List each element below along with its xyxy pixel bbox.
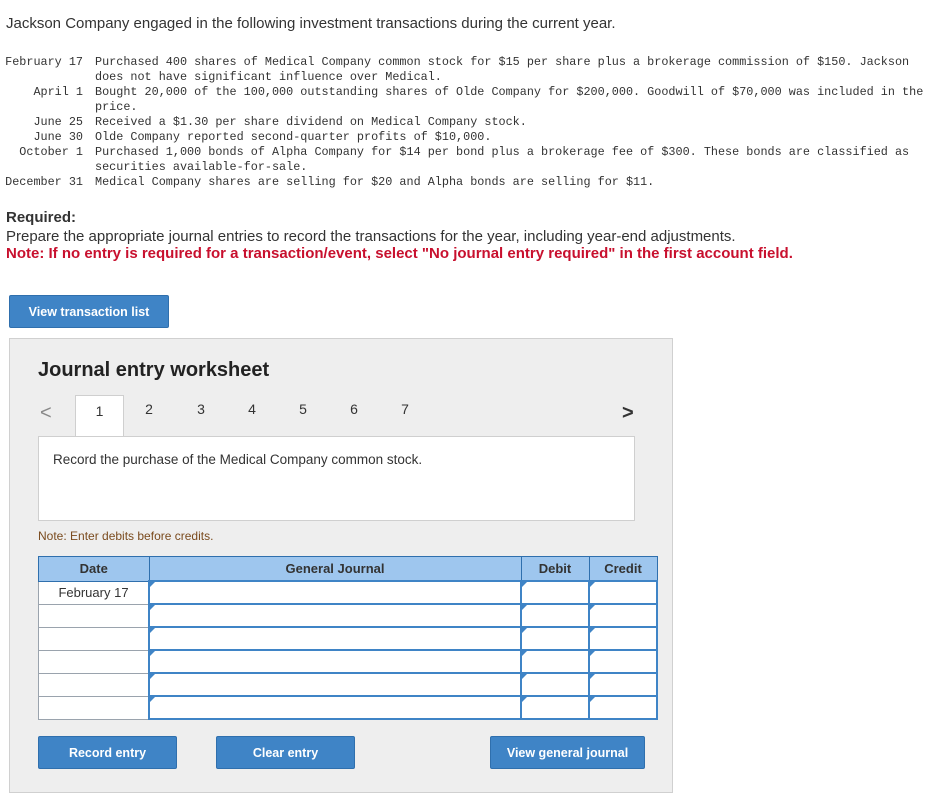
- worksheet-tabs: [38, 395, 638, 437]
- account-field[interactable]: [149, 696, 521, 719]
- credit-field[interactable]: [589, 673, 657, 696]
- credit-column-header: Credit: [589, 557, 657, 582]
- worksheet-title: Journal entry worksheet: [38, 359, 270, 381]
- required-text: Prepare the appropriate journal entries to record the transactions for the year, including year-end adjustments.: [6, 228, 736, 245]
- credit-field[interactable]: [589, 581, 657, 604]
- table-row: [39, 696, 658, 719]
- transaction-text: Received a $1.30 per share dividend on Medical Company stock.: [95, 115, 527, 129]
- transaction-text: Bought 20,000 of the 100,000 outstanding shares of Olde Company for $200,000. Goodwill of $70,000 was included in the price.: [95, 85, 924, 114]
- date-column-header: Date: [39, 557, 150, 582]
- table-row: [39, 581, 658, 604]
- transaction-row: [6, 130, 933, 145]
- date-cell: [39, 627, 150, 650]
- intro-text: Jackson Company engaged in the following investment transactions during the current year.: [6, 15, 616, 32]
- dropdown-indicator-icon: [522, 674, 527, 679]
- date-cell: February 17: [39, 581, 150, 604]
- tab-7[interactable]: 7: [401, 401, 409, 417]
- debit-field[interactable]: [521, 673, 589, 696]
- journal-entry-worksheet: [9, 338, 673, 793]
- tab-1[interactable]: 1: [75, 395, 124, 437]
- journal-table: [38, 556, 658, 720]
- account-field[interactable]: [149, 627, 521, 650]
- table-row: [39, 673, 658, 696]
- dropdown-indicator-icon: [590, 651, 595, 656]
- transaction-date: April 1: [33, 85, 83, 99]
- transaction-text: Purchased 400 shares of Medical Company common stock for $15 per share plus a brokerage commission of $150. Jackson does not have significant influence over Medical.: [95, 55, 910, 84]
- account-field[interactable]: [149, 581, 521, 604]
- debit-column-header: Debit: [521, 557, 589, 582]
- transaction-text: Purchased 1,000 bonds of Alpha Company for $14 per bond plus a brokerage fee of $300. These bonds are classified as securities available-for-sale.: [95, 145, 910, 174]
- debit-field[interactable]: [521, 581, 589, 604]
- transaction-date: December 31: [5, 175, 83, 189]
- debit-field[interactable]: [521, 696, 589, 719]
- dropdown-indicator-icon: [150, 628, 155, 633]
- dropdown-indicator-icon: [522, 582, 527, 587]
- transaction-date: June 30: [33, 130, 83, 144]
- required-note: Note: If no entry is required for a transaction/event, select "No journal entry required" in the first account field.: [6, 245, 793, 262]
- instruction-panel: [38, 436, 635, 521]
- tab-4[interactable]: 4: [248, 401, 256, 417]
- debit-field[interactable]: [521, 604, 589, 627]
- date-cell: [39, 696, 150, 719]
- transaction-date: February 17: [5, 55, 83, 69]
- transaction-row: [6, 175, 933, 190]
- dropdown-indicator-icon: [522, 628, 527, 633]
- credit-field[interactable]: [589, 650, 657, 673]
- credit-field[interactable]: [589, 627, 657, 650]
- dropdown-indicator-icon: [590, 605, 595, 610]
- credit-field[interactable]: [589, 604, 657, 627]
- transaction-text: Olde Company reported second-quarter profits of $10,000.: [95, 130, 492, 144]
- dropdown-indicator-icon: [150, 697, 155, 702]
- transaction-date: June 25: [33, 115, 83, 129]
- tab-2[interactable]: 2: [145, 401, 153, 417]
- view-transaction-list-button[interactable]: View transaction list: [9, 295, 169, 328]
- dropdown-indicator-icon: [150, 582, 155, 587]
- credit-field[interactable]: [589, 696, 657, 719]
- transaction-row: [6, 85, 933, 115]
- record-entry-button[interactable]: Record entry: [38, 736, 177, 769]
- dropdown-indicator-icon: [522, 651, 527, 656]
- dropdown-indicator-icon: [522, 697, 527, 702]
- transaction-date: October 1: [19, 145, 83, 159]
- required-title: Required:: [6, 209, 77, 226]
- table-row: [39, 650, 658, 673]
- transaction-row: [6, 55, 933, 85]
- tab-3[interactable]: 3: [197, 401, 205, 417]
- debits-note: Note: Enter debits before credits.: [38, 529, 214, 543]
- date-cell: [39, 650, 150, 673]
- account-field[interactable]: [149, 650, 521, 673]
- dropdown-indicator-icon: [590, 628, 595, 633]
- account-field[interactable]: [149, 604, 521, 627]
- chevron-right-icon[interactable]: >: [622, 402, 634, 424]
- date-cell: [39, 673, 150, 696]
- tab-6[interactable]: 6: [350, 401, 358, 417]
- table-row: [39, 627, 658, 650]
- chevron-left-icon[interactable]: <: [40, 402, 52, 424]
- date-cell: [39, 604, 150, 627]
- tab-5[interactable]: 5: [299, 401, 307, 417]
- transaction-row: [6, 145, 933, 175]
- dropdown-indicator-icon: [590, 697, 595, 702]
- dropdown-indicator-icon: [590, 674, 595, 679]
- clear-entry-button[interactable]: Clear entry: [216, 736, 355, 769]
- dropdown-indicator-icon: [590, 582, 595, 587]
- general-journal-column-header: General Journal: [149, 557, 521, 582]
- table-row: [39, 604, 658, 627]
- account-field[interactable]: [149, 673, 521, 696]
- debit-field[interactable]: [521, 650, 589, 673]
- dropdown-indicator-icon: [150, 651, 155, 656]
- debit-field[interactable]: [521, 627, 589, 650]
- dropdown-indicator-icon: [150, 674, 155, 679]
- transaction-row: [6, 115, 933, 130]
- instruction-text: Record the purchase of the Medical Company common stock.: [53, 452, 423, 467]
- transaction-list: [6, 55, 933, 190]
- view-general-journal-button[interactable]: View general journal: [490, 736, 645, 769]
- transaction-text: Medical Company shares are selling for $20 and Alpha bonds are selling for $11.: [95, 175, 655, 189]
- dropdown-indicator-icon: [522, 605, 527, 610]
- dropdown-indicator-icon: [150, 605, 155, 610]
